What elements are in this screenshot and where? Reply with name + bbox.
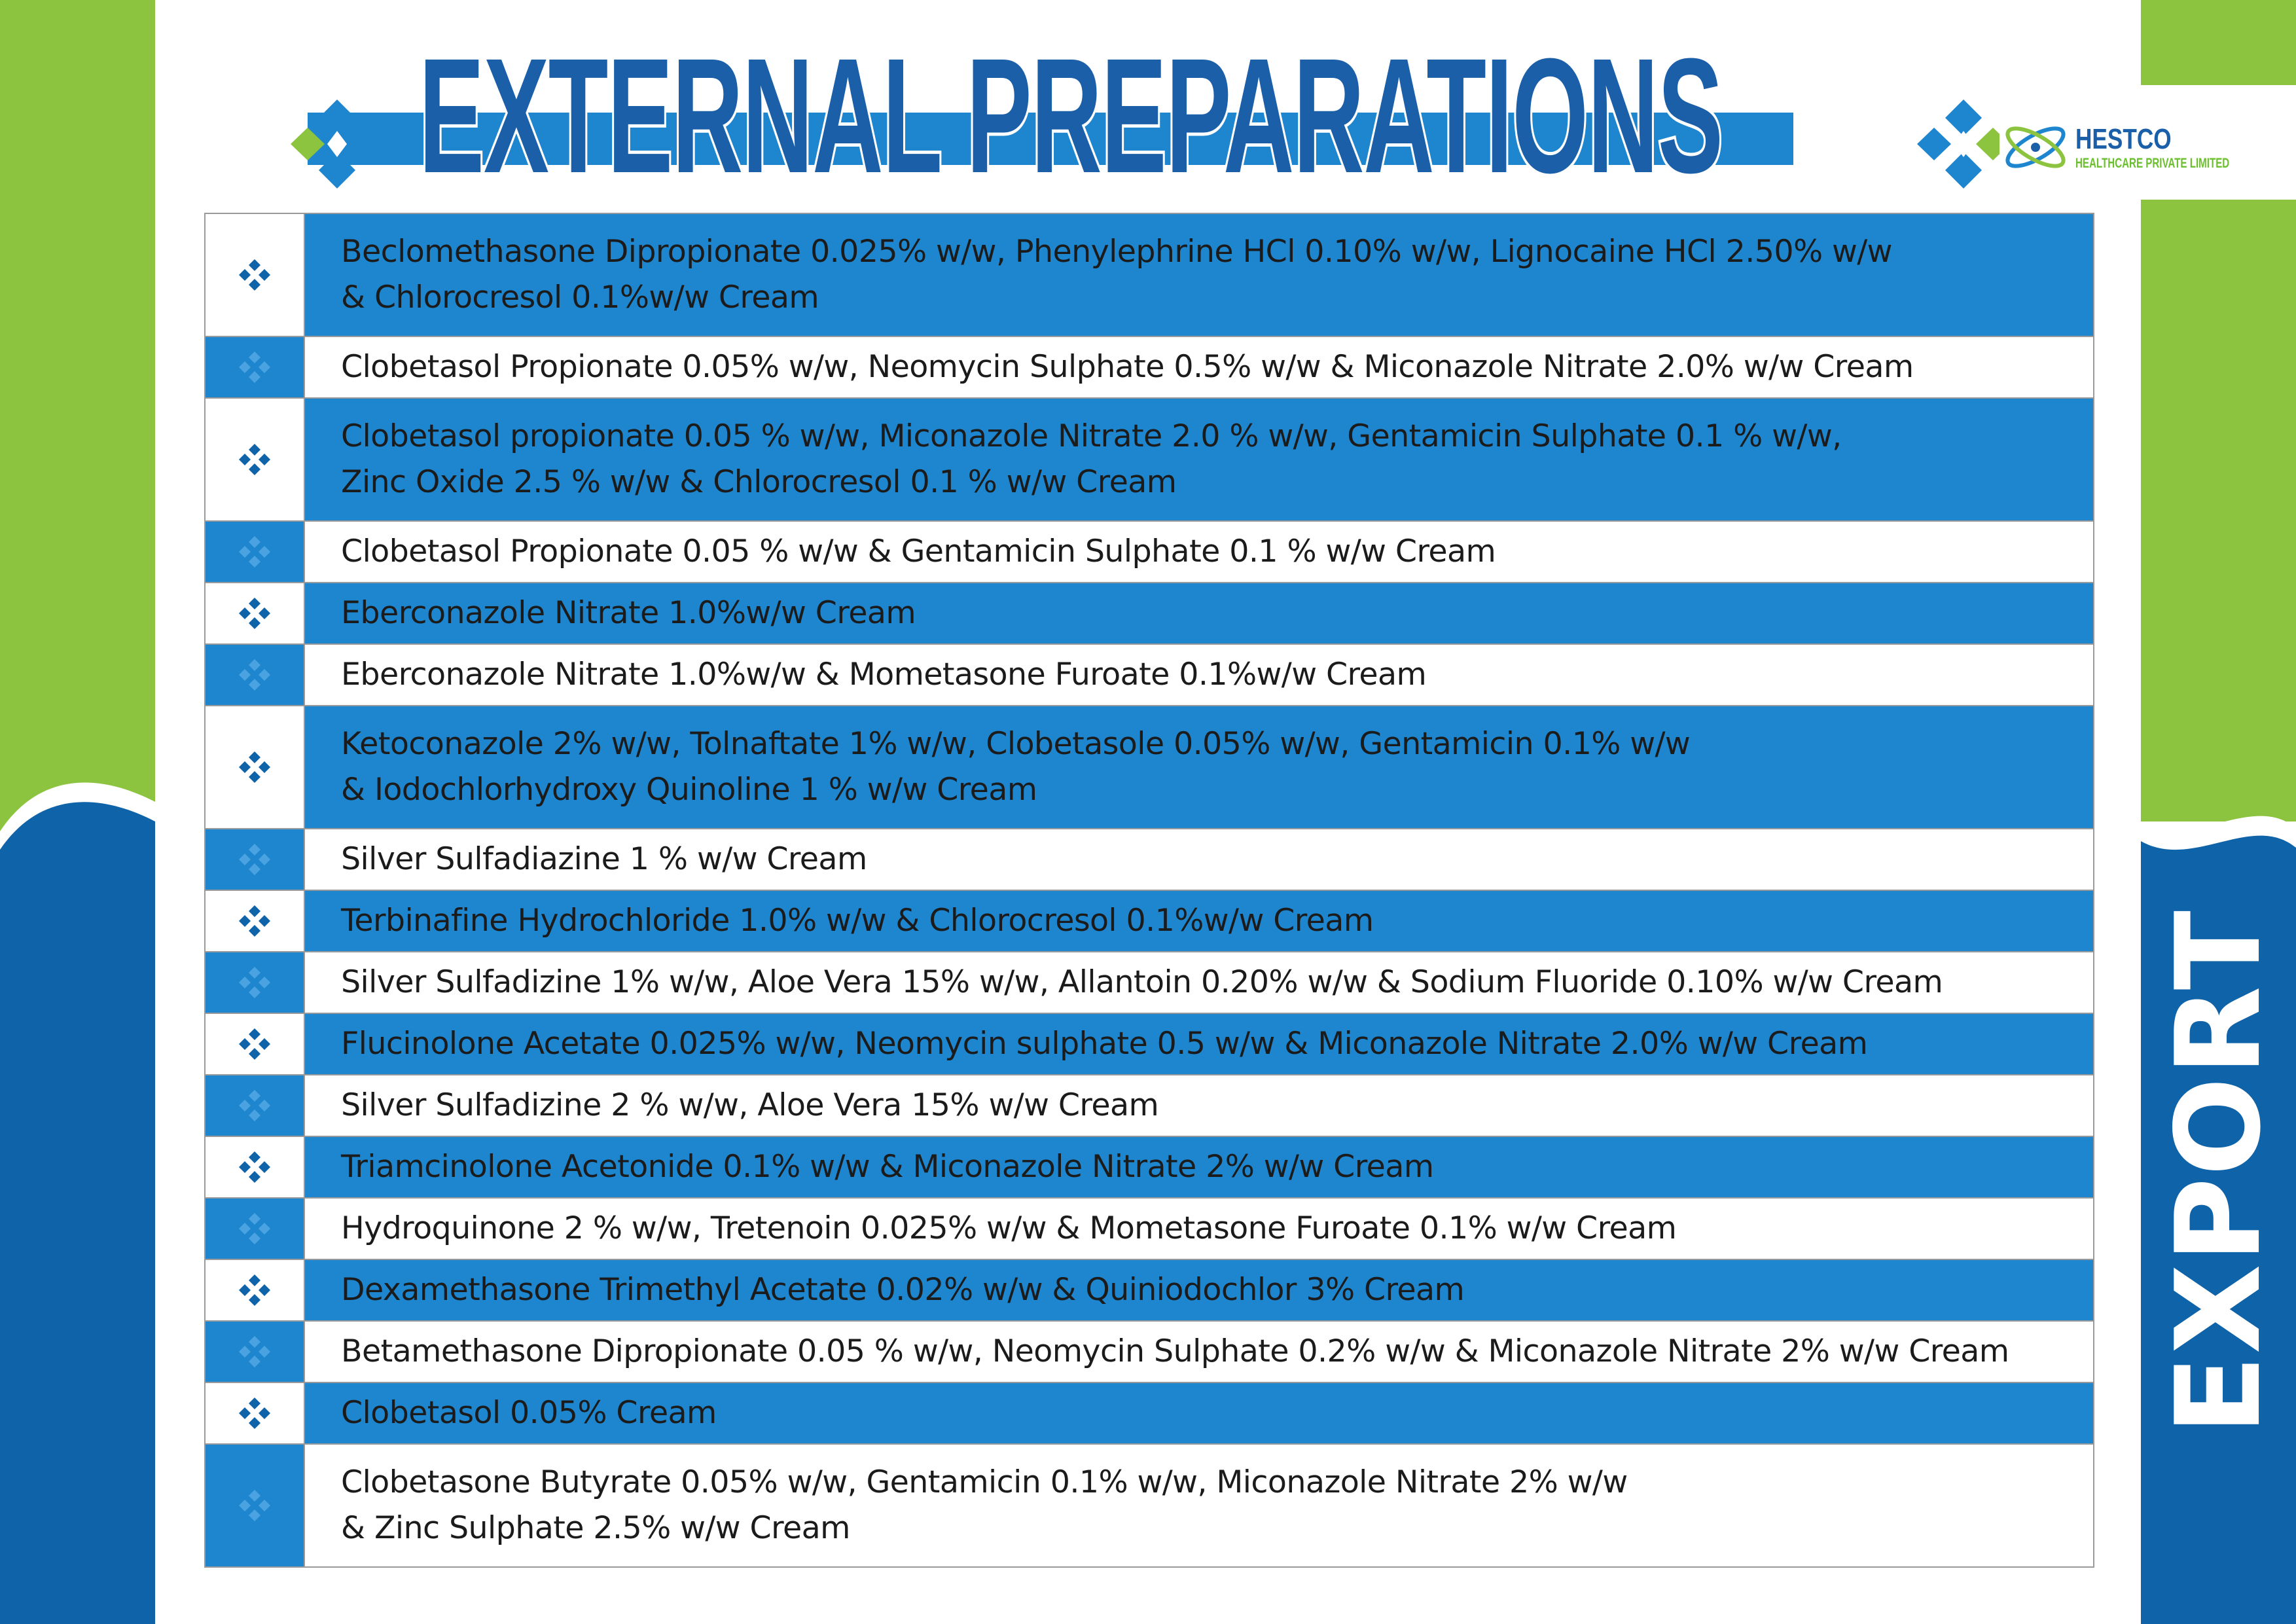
diamond-bullet-icon: [236, 1487, 273, 1524]
diamond-bullet-icon: [236, 1026, 273, 1062]
row-bullet-cell: [205, 644, 304, 706]
row-bullet-cell: [205, 336, 304, 398]
diamond-bullet-icon: [236, 1333, 273, 1370]
product-name: Flucinolone Acetate 0.025% w/w, Neomycin sulphate 0.5 w/w & Miconazole Nitrate 2.0% w/w Cream: [304, 1013, 2094, 1075]
row-bullet-cell: [205, 1013, 304, 1075]
atom-logo-icon: [2000, 111, 2072, 183]
product-name: Terbinafine Hydrochloride 1.0% w/w & Chlorocresol 0.1%w/w Cream: [304, 890, 2094, 952]
diamond-bullet-icon: [236, 1210, 273, 1247]
table-row: [205, 583, 2094, 644]
product-name: Clobetasol Propionate 0.05 % w/w & Gentamicin Sulphate 0.1 % w/w Cream: [304, 521, 2094, 583]
row-bullet-cell: [205, 1321, 304, 1382]
table-row: [205, 644, 2094, 706]
row-bullet-cell: [205, 1075, 304, 1136]
diamond-bullet-icon: [236, 903, 273, 939]
row-bullet-cell: [205, 583, 304, 644]
row-bullet-cell: [205, 1444, 304, 1567]
row-bullet-cell: [205, 890, 304, 952]
product-name: Clobetasol Propionate 0.05% w/w, Neomycin Sulphate 0.5% w/w & Miconazole Nitrate 2.0% w/w Cream: [304, 336, 2094, 398]
table-row: [205, 706, 2094, 829]
table-row: [205, 890, 2094, 952]
brand-logo: [2000, 105, 2261, 190]
product-name: Betamethasone Dipropionate 0.05 % w/w, Neomycin Sulphate 0.2% w/w & Miconazole Nitrate 2% w/w Cream: [304, 1321, 2094, 1382]
table-row: [205, 1321, 2094, 1382]
diamond-bullet-icon: [236, 1149, 273, 1185]
product-name: Beclomethasone Dipropionate 0.025% w/w, Phenylephrine HCl 0.10% w/w, Lignocaine HCl 2.50% w/w & Chlorocresol 0.1%w/w Cream: [304, 213, 2094, 336]
table-row: [205, 336, 2094, 398]
page-title: EXTERNAL PREPARATIONS: [419, 24, 1723, 207]
row-bullet-cell: [205, 1198, 304, 1259]
row-bullet-cell: [205, 829, 304, 890]
diamond-bullet-icon: [236, 657, 273, 693]
diamond-bullet-icon: [236, 257, 273, 293]
left-wave-decoration: [0, 0, 155, 1624]
table-row: [205, 1075, 2094, 1136]
product-name: Silver Sulfadizine 1% w/w, Aloe Vera 15% w/w, Allantoin 0.20% w/w & Sodium Fluoride 0.10% w/w Cream: [304, 952, 2094, 1013]
product-name: Eberconazole Nitrate 1.0%w/w Cream: [304, 583, 2094, 644]
table-row: [205, 1198, 2094, 1259]
table-row: [205, 1444, 2094, 1567]
product-name: Clobetasol 0.05% Cream: [304, 1382, 2094, 1444]
row-bullet-cell: [205, 1382, 304, 1444]
table-row: [205, 1136, 2094, 1198]
diamond-bullet-icon: [236, 595, 273, 632]
products-table-body: [205, 213, 2094, 1567]
diamond-bullet-icon: [236, 841, 273, 878]
diamond-bullet-icon: [236, 1395, 273, 1432]
diamond-bullet-icon: [236, 1087, 273, 1124]
brand-subtitle: HEALTHCARE PRIVATE LIMITED: [2075, 155, 2230, 171]
diamond-bullet-icon: [236, 533, 273, 570]
table-row: [205, 213, 2094, 336]
table-row: [205, 1013, 2094, 1075]
product-name: Clobetasol propionate 0.05 % w/w, Miconazole Nitrate 2.0 % w/w, Gentamicin Sulphate 0.1 % w/w, Zinc Oxide 2.5 % w/w & Chlorocresol 0.1 % w/w Cream: [304, 398, 2094, 521]
diamond-bullet-icon: [236, 441, 273, 478]
product-name: Silver Sulfadiazine 1 % w/w Cream: [304, 829, 2094, 890]
row-bullet-cell: [205, 706, 304, 829]
left-diamond-cluster-icon: [281, 92, 393, 196]
row-bullet-cell: [205, 521, 304, 583]
product-name: Eberconazole Nitrate 1.0%w/w & Mometasone Furoate 0.1%w/w Cream: [304, 644, 2094, 706]
table-row: [205, 1259, 2094, 1321]
product-name: Clobetasone Butyrate 0.05% w/w, Gentamicin 0.1% w/w, Miconazole Nitrate 2% w/w & Zinc Sulphate 2.5% w/w Cream: [304, 1444, 2094, 1567]
product-name: Hydroquinone 2 % w/w, Tretenoin 0.025% w/w & Mometasone Furoate 0.1% w/w Cream: [304, 1198, 2094, 1259]
export-text: EXPORT: [2151, 909, 2286, 1435]
products-table: [204, 213, 2094, 1568]
diamond-bullet-icon: [236, 749, 273, 785]
product-name: Dexamethasone Trimethyl Acetate 0.02% w/w & Quiniodochlor 3% Cream: [304, 1259, 2094, 1321]
product-name: Ketoconazole 2% w/w, Tolnaftate 1% w/w, Clobetasole 0.05% w/w, Gentamicin 0.1% w/w & Iodochlorhydroxy Quinoline 1 % w/w Cream: [304, 706, 2094, 829]
row-bullet-cell: [205, 1259, 304, 1321]
left-side-panel: [0, 0, 155, 1624]
diamond-bullet-icon: [236, 349, 273, 386]
table-row: [205, 398, 2094, 521]
table-row: [205, 521, 2094, 583]
row-bullet-cell: [205, 1136, 304, 1198]
diamond-bullet-icon: [236, 964, 273, 1001]
product-name: Silver Sulfadizine 2 % w/w, Aloe Vera 15% w/w Cream: [304, 1075, 2094, 1136]
row-bullet-cell: [205, 398, 304, 521]
table-row: [205, 1382, 2094, 1444]
brand-name: HESTCO: [2075, 122, 2172, 155]
row-bullet-cell: [205, 213, 304, 336]
table-row: [205, 829, 2094, 890]
table-row: [205, 952, 2094, 1013]
diamond-bullet-icon: [236, 1272, 273, 1308]
export-label: [2141, 909, 2296, 1435]
product-name: Triamcinolone Acetonide 0.1% w/w & Miconazole Nitrate 2% w/w Cream: [304, 1136, 2094, 1198]
row-bullet-cell: [205, 952, 304, 1013]
